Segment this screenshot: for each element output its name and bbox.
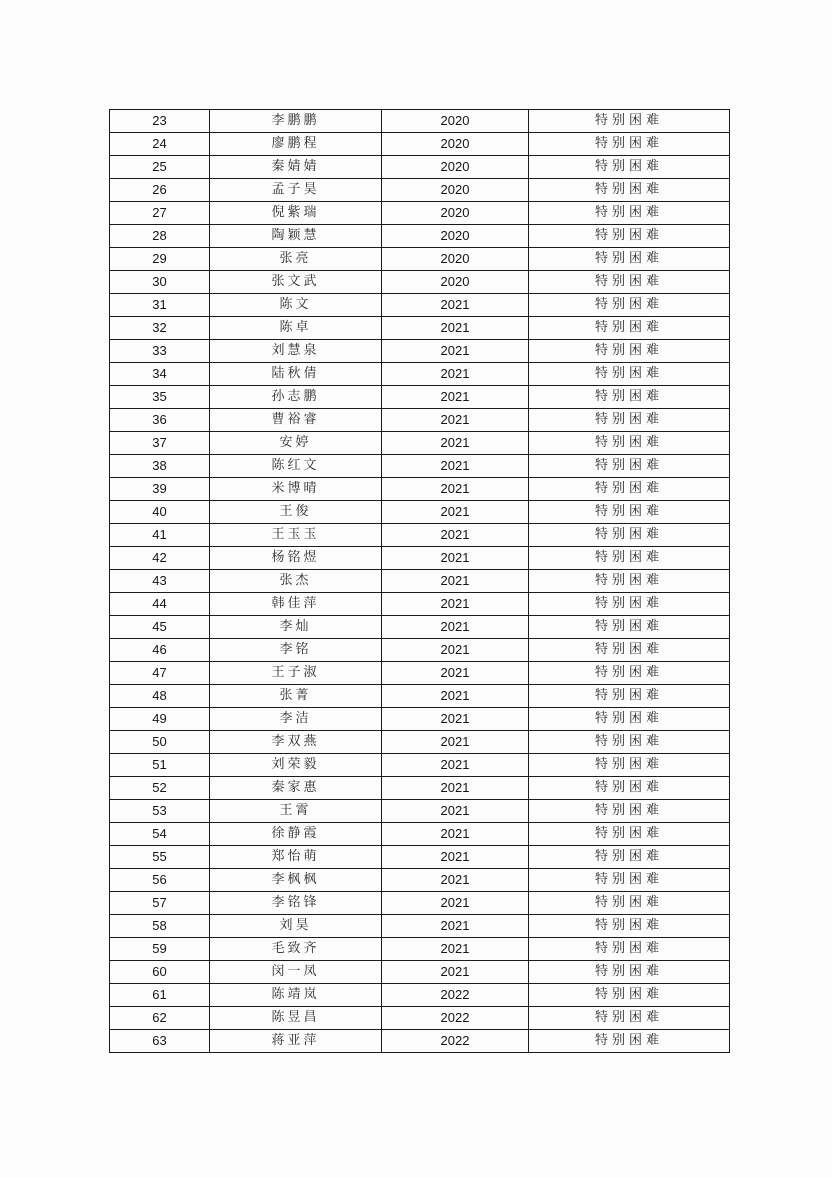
student-name-cell: 李枫枫: [210, 869, 382, 892]
hardship-category-cell: 特别困难: [529, 1030, 730, 1053]
hardship-category-cell: 特别困难: [529, 754, 730, 777]
table-row: [110, 317, 730, 340]
table-row: [110, 524, 730, 547]
hardship-category-cell: 特别困难: [529, 616, 730, 639]
row-number-cell: 27: [110, 202, 210, 225]
hardship-category-cell: 特别困难: [529, 501, 730, 524]
student-name-cell: 张菁: [210, 685, 382, 708]
enrollment-year-cell: 2022: [382, 1007, 529, 1030]
row-number-cell: 29: [110, 248, 210, 271]
student-name-cell: 倪紫瑞: [210, 202, 382, 225]
hardship-category-cell: 特别困难: [529, 271, 730, 294]
table-row: [110, 156, 730, 179]
hardship-category-cell: 特别困难: [529, 892, 730, 915]
student-name-cell: 秦婧婧: [210, 156, 382, 179]
row-number-cell: 43: [110, 570, 210, 593]
hardship-category-cell: 特别困难: [529, 984, 730, 1007]
row-number-cell: 49: [110, 708, 210, 731]
hardship-category-cell: 特别困难: [529, 915, 730, 938]
table-row: [110, 938, 730, 961]
student-name-cell: 李鹏鹏: [210, 110, 382, 133]
hardship-category-cell: 特别困难: [529, 846, 730, 869]
row-number-cell: 46: [110, 639, 210, 662]
student-name-cell: 王玉玉: [210, 524, 382, 547]
enrollment-year-cell: 2021: [382, 570, 529, 593]
student-name-cell: 张文武: [210, 271, 382, 294]
hardship-category-cell: 特别困难: [529, 547, 730, 570]
student-name-cell: 陶颖慧: [210, 225, 382, 248]
table-row: [110, 432, 730, 455]
hardship-category-cell: 特别困难: [529, 133, 730, 156]
hardship-category-cell: 特别困难: [529, 225, 730, 248]
student-name-cell: 张亮: [210, 248, 382, 271]
enrollment-year-cell: 2021: [382, 938, 529, 961]
row-number-cell: 25: [110, 156, 210, 179]
enrollment-year-cell: 2021: [382, 731, 529, 754]
row-number-cell: 59: [110, 938, 210, 961]
student-name-cell: 刘昊: [210, 915, 382, 938]
hardship-category-cell: 特别困难: [529, 110, 730, 133]
table-row: [110, 1030, 730, 1053]
hardship-category-cell: 特别困难: [529, 777, 730, 800]
student-name-cell: 陈文: [210, 294, 382, 317]
table-row: [110, 846, 730, 869]
row-number-cell: 38: [110, 455, 210, 478]
hardship-category-cell: 特别困难: [529, 731, 730, 754]
enrollment-year-cell: 2021: [382, 892, 529, 915]
row-number-cell: 45: [110, 616, 210, 639]
enrollment-year-cell: 2021: [382, 639, 529, 662]
row-number-cell: 56: [110, 869, 210, 892]
row-number-cell: 58: [110, 915, 210, 938]
hardship-category-cell: 特别困难: [529, 179, 730, 202]
student-name-cell: 张杰: [210, 570, 382, 593]
row-number-cell: 31: [110, 294, 210, 317]
enrollment-year-cell: 2021: [382, 363, 529, 386]
row-number-cell: 55: [110, 846, 210, 869]
student-name-cell: 毛致齐: [210, 938, 382, 961]
enrollment-year-cell: 2021: [382, 961, 529, 984]
table-row: [110, 570, 730, 593]
student-name-cell: 廖鹏程: [210, 133, 382, 156]
hardship-category-cell: 特别困难: [529, 409, 730, 432]
student-name-cell: 陈红文: [210, 455, 382, 478]
enrollment-year-cell: 2020: [382, 271, 529, 294]
table-row: [110, 869, 730, 892]
row-number-cell: 36: [110, 409, 210, 432]
table-row: [110, 340, 730, 363]
student-name-cell: 李双燕: [210, 731, 382, 754]
hardship-category-cell: 特别困难: [529, 478, 730, 501]
enrollment-year-cell: 2022: [382, 984, 529, 1007]
student-name-cell: 孟子昊: [210, 179, 382, 202]
table-row: [110, 455, 730, 478]
row-number-cell: 63: [110, 1030, 210, 1053]
student-name-cell: 安婷: [210, 432, 382, 455]
row-number-cell: 57: [110, 892, 210, 915]
hardship-category-cell: 特别困难: [529, 1007, 730, 1030]
table-row: [110, 984, 730, 1007]
row-number-cell: 60: [110, 961, 210, 984]
student-name-cell: 陈昱昌: [210, 1007, 382, 1030]
row-number-cell: 32: [110, 317, 210, 340]
table-row: [110, 248, 730, 271]
table-row: [110, 708, 730, 731]
table-row: [110, 685, 730, 708]
table-row: [110, 179, 730, 202]
row-number-cell: 62: [110, 1007, 210, 1030]
row-number-cell: 48: [110, 685, 210, 708]
table-row: [110, 915, 730, 938]
enrollment-year-cell: 2021: [382, 869, 529, 892]
hardship-category-cell: 特别困难: [529, 570, 730, 593]
enrollment-year-cell: 2021: [382, 340, 529, 363]
student-name-cell: 韩佳萍: [210, 593, 382, 616]
enrollment-year-cell: 2020: [382, 156, 529, 179]
row-number-cell: 40: [110, 501, 210, 524]
table-row: [110, 409, 730, 432]
student-name-cell: 李洁: [210, 708, 382, 731]
row-number-cell: 23: [110, 110, 210, 133]
table-row: [110, 478, 730, 501]
table-row: [110, 225, 730, 248]
table-row: [110, 961, 730, 984]
table-row: [110, 294, 730, 317]
hardship-category-cell: 特别困难: [529, 317, 730, 340]
enrollment-year-cell: 2021: [382, 478, 529, 501]
enrollment-year-cell: 2020: [382, 179, 529, 202]
table-row: [110, 110, 730, 133]
hardship-category-cell: 特别困难: [529, 340, 730, 363]
hardship-category-cell: 特别困难: [529, 432, 730, 455]
student-name-cell: 李铭: [210, 639, 382, 662]
hardship-category-cell: 特别困难: [529, 294, 730, 317]
student-name-cell: 秦家惠: [210, 777, 382, 800]
table-row: [110, 892, 730, 915]
enrollment-year-cell: 2021: [382, 547, 529, 570]
student-name-cell: 郑怡萌: [210, 846, 382, 869]
enrollment-year-cell: 2021: [382, 501, 529, 524]
enrollment-year-cell: 2020: [382, 202, 529, 225]
enrollment-year-cell: 2021: [382, 409, 529, 432]
row-number-cell: 39: [110, 478, 210, 501]
enrollment-year-cell: 2021: [382, 685, 529, 708]
enrollment-year-cell: 2021: [382, 823, 529, 846]
hardship-category-cell: 特别困难: [529, 800, 730, 823]
enrollment-year-cell: 2021: [382, 593, 529, 616]
row-number-cell: 30: [110, 271, 210, 294]
table-row: [110, 754, 730, 777]
hardship-category-cell: 特别困难: [529, 248, 730, 271]
table-row: [110, 731, 730, 754]
hardship-category-cell: 特别困难: [529, 685, 730, 708]
roster-table-body: [110, 110, 730, 1053]
hardship-category-cell: 特别困难: [529, 455, 730, 478]
enrollment-year-cell: 2021: [382, 754, 529, 777]
row-number-cell: 42: [110, 547, 210, 570]
student-name-cell: 米博晴: [210, 478, 382, 501]
hardship-category-cell: 特别困难: [529, 869, 730, 892]
enrollment-year-cell: 2021: [382, 294, 529, 317]
enrollment-year-cell: 2021: [382, 317, 529, 340]
enrollment-year-cell: 2021: [382, 662, 529, 685]
student-name-cell: 李铭锋: [210, 892, 382, 915]
row-number-cell: 44: [110, 593, 210, 616]
table-row: [110, 133, 730, 156]
student-name-cell: 杨铭煜: [210, 547, 382, 570]
hardship-category-cell: 特别困难: [529, 938, 730, 961]
enrollment-year-cell: 2020: [382, 133, 529, 156]
table-row: [110, 202, 730, 225]
enrollment-year-cell: 2020: [382, 110, 529, 133]
table-row: [110, 823, 730, 846]
hardship-category-cell: 特别困难: [529, 639, 730, 662]
student-name-cell: 陈靖岚: [210, 984, 382, 1007]
enrollment-year-cell: 2021: [382, 432, 529, 455]
hardship-category-cell: 特别困难: [529, 823, 730, 846]
table-row: [110, 271, 730, 294]
table-row: [110, 501, 730, 524]
hardship-category-cell: 特别困难: [529, 524, 730, 547]
enrollment-year-cell: 2021: [382, 524, 529, 547]
enrollment-year-cell: 2021: [382, 708, 529, 731]
enrollment-year-cell: 2022: [382, 1030, 529, 1053]
student-name-cell: 徐静霞: [210, 823, 382, 846]
enrollment-year-cell: 2021: [382, 616, 529, 639]
row-number-cell: 54: [110, 823, 210, 846]
table-row: [110, 386, 730, 409]
hardship-category-cell: 特别困难: [529, 156, 730, 179]
row-number-cell: 28: [110, 225, 210, 248]
enrollment-year-cell: 2021: [382, 800, 529, 823]
row-number-cell: 24: [110, 133, 210, 156]
row-number-cell: 53: [110, 800, 210, 823]
hardship-category-cell: 特别困难: [529, 386, 730, 409]
enrollment-year-cell: 2020: [382, 225, 529, 248]
table-row: [110, 662, 730, 685]
table-row: [110, 777, 730, 800]
student-name-cell: 陆秋倩: [210, 363, 382, 386]
hardship-category-cell: 特别困难: [529, 363, 730, 386]
table-row: [110, 363, 730, 386]
row-number-cell: 50: [110, 731, 210, 754]
student-name-cell: 曹裕睿: [210, 409, 382, 432]
row-number-cell: 52: [110, 777, 210, 800]
row-number-cell: 33: [110, 340, 210, 363]
row-number-cell: 41: [110, 524, 210, 547]
student-name-cell: 李灿: [210, 616, 382, 639]
student-name-cell: 陈卓: [210, 317, 382, 340]
table-row: [110, 800, 730, 823]
student-name-cell: 王霄: [210, 800, 382, 823]
hardship-category-cell: 特别困难: [529, 593, 730, 616]
roster-table: [109, 109, 730, 1053]
student-name-cell: 刘荣毅: [210, 754, 382, 777]
row-number-cell: 26: [110, 179, 210, 202]
row-number-cell: 47: [110, 662, 210, 685]
row-number-cell: 35: [110, 386, 210, 409]
enrollment-year-cell: 2020: [382, 248, 529, 271]
row-number-cell: 34: [110, 363, 210, 386]
table-row: [110, 616, 730, 639]
hardship-category-cell: 特别困难: [529, 961, 730, 984]
student-name-cell: 孙志鹏: [210, 386, 382, 409]
student-name-cell: 闵一凤: [210, 961, 382, 984]
table-row: [110, 1007, 730, 1030]
enrollment-year-cell: 2021: [382, 777, 529, 800]
student-name-cell: 刘慧泉: [210, 340, 382, 363]
enrollment-year-cell: 2021: [382, 846, 529, 869]
table-row: [110, 547, 730, 570]
hardship-category-cell: 特别困难: [529, 202, 730, 225]
row-number-cell: 61: [110, 984, 210, 1007]
hardship-category-cell: 特别困难: [529, 708, 730, 731]
student-name-cell: 蒋亚萍: [210, 1030, 382, 1053]
enrollment-year-cell: 2021: [382, 915, 529, 938]
table-row: [110, 639, 730, 662]
table-row: [110, 593, 730, 616]
row-number-cell: 51: [110, 754, 210, 777]
enrollment-year-cell: 2021: [382, 455, 529, 478]
enrollment-year-cell: 2021: [382, 386, 529, 409]
student-name-cell: 王俊: [210, 501, 382, 524]
student-name-cell: 王子淑: [210, 662, 382, 685]
hardship-category-cell: 特别困难: [529, 662, 730, 685]
row-number-cell: 37: [110, 432, 210, 455]
